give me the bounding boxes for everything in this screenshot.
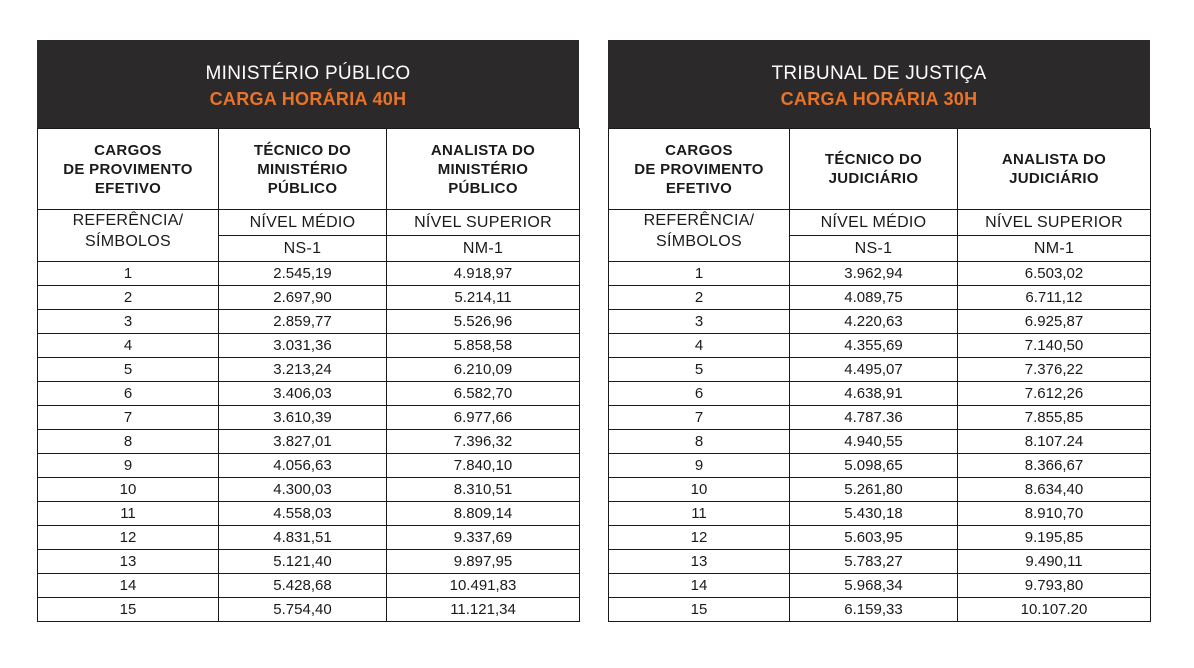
cell-analista-salary: 6.582,70 [387, 382, 580, 406]
text-line: CARGOS [665, 141, 733, 159]
level-medio: NÍVEL MÉDIO [219, 210, 387, 236]
cell-tecnico-salary: 5.603,95 [790, 526, 958, 550]
text-line: TÉCNICO DO [824, 151, 923, 168]
text-line: TÉCNICO DO [253, 141, 352, 159]
cell-analista-salary: 5.214,11 [387, 286, 580, 310]
cell-tecnico-salary: 3.213,24 [219, 358, 387, 382]
table-row [38, 310, 580, 334]
cell-tecnico-salary: 5.430,18 [790, 502, 958, 526]
text-line: EFETIVO [94, 179, 162, 197]
cell-tecnico-salary: 3.406,03 [219, 382, 387, 406]
cell-tecnico-salary: 5.754,40 [219, 598, 387, 622]
cell-tecnico-salary: 4.495,07 [790, 358, 958, 382]
text-line: MINISTÉRIO [257, 160, 348, 178]
cell-analista-salary: 8.310,51 [387, 478, 580, 502]
cell-reference: 11 [38, 502, 219, 526]
text-line: JUDICIÁRIO [828, 170, 919, 187]
cell-tecnico-salary: 4.300,03 [219, 478, 387, 502]
panel-header [608, 40, 1150, 128]
symbol-nm1: NM-1 [958, 236, 1151, 262]
table-row [38, 286, 580, 310]
panel-title: TRIBUNAL DE JUSTIÇA [771, 63, 987, 84]
cell-tecnico-salary: 5.968,34 [790, 574, 958, 598]
cell-reference: 12 [609, 526, 790, 550]
level-row [38, 210, 580, 236]
cell-reference: 13 [609, 550, 790, 574]
cell-analista-salary: 10.491,83 [387, 574, 580, 598]
panel-subtitle: CARGA HORÁRIA 30H [780, 89, 978, 109]
cell-tecnico-salary: 5.428,68 [219, 574, 387, 598]
cell-analista-salary: 8.910,70 [958, 502, 1151, 526]
panel-title: MINISTÉRIO PÚBLICO [205, 63, 411, 84]
table-row [609, 358, 1151, 382]
cell-reference: 6 [38, 382, 219, 406]
cell-analista-salary: 11.121,34 [387, 598, 580, 622]
cell-reference: 11 [609, 502, 790, 526]
cell-reference: 5 [38, 358, 219, 382]
cell-reference: 3 [609, 310, 790, 334]
table-row [609, 382, 1151, 406]
text-line: REFERÊNCIA/ [643, 212, 755, 229]
panel-subtitle: CARGA HORÁRIA 40H [209, 89, 407, 109]
cell-reference: 5 [609, 358, 790, 382]
table-row [609, 334, 1151, 358]
text-line: ANALISTA DO [430, 141, 536, 159]
level-superior: NÍVEL SUPERIOR [958, 210, 1151, 236]
table-row [38, 262, 580, 286]
cell-analista-salary: 8.107.24 [958, 430, 1151, 454]
cell-analista-salary: 6.503,02 [958, 262, 1151, 286]
table-row [609, 430, 1151, 454]
table-row [38, 358, 580, 382]
cell-analista-salary: 6.925,87 [958, 310, 1151, 334]
cell-tecnico-salary: 3.031,36 [219, 334, 387, 358]
cell-analista-salary: 7.396,32 [387, 430, 580, 454]
cell-reference: 6 [609, 382, 790, 406]
table-row [609, 262, 1151, 286]
cell-analista-salary: 6.711,12 [958, 286, 1151, 310]
cell-analista-salary: 7.612,26 [958, 382, 1151, 406]
text-line: SÍMBOLOS [85, 233, 171, 250]
cell-tecnico-salary: 5.098,65 [790, 454, 958, 478]
text-line: DE PROVIMENTO [634, 160, 764, 178]
cell-analista-salary: 10.107.20 [958, 598, 1151, 622]
cell-reference: 9 [609, 454, 790, 478]
cell-reference: 15 [609, 598, 790, 622]
cell-reference: 7 [38, 406, 219, 430]
reference-symbols-label [609, 210, 790, 262]
cell-tecnico-salary: 5.121,40 [219, 550, 387, 574]
table-row [38, 430, 580, 454]
header-analista [387, 129, 580, 210]
cell-reference: 2 [609, 286, 790, 310]
header-cargos [609, 129, 790, 210]
cell-tecnico-salary: 4.220,63 [790, 310, 958, 334]
cell-analista-salary: 9.195,85 [958, 526, 1151, 550]
header-row [609, 129, 1151, 210]
cell-analista-salary: 9.793,80 [958, 574, 1151, 598]
level-superior: NÍVEL SUPERIOR [387, 210, 580, 236]
cell-tecnico-salary: 4.940,55 [790, 430, 958, 454]
cell-tecnico-salary: 2.697,90 [219, 286, 387, 310]
table-row [38, 382, 580, 406]
header-tecnico [790, 129, 958, 210]
table-row [38, 478, 580, 502]
cell-analista-salary: 8.366,67 [958, 454, 1151, 478]
cell-analista-salary: 7.376,22 [958, 358, 1151, 382]
table-row [38, 598, 580, 622]
table-panel-ministerio-publico [37, 40, 579, 622]
table-row [609, 286, 1151, 310]
cell-tecnico-salary: 6.159,33 [790, 598, 958, 622]
cell-tecnico-salary: 4.831,51 [219, 526, 387, 550]
table-row [609, 550, 1151, 574]
text-line: MINISTÉRIO [437, 160, 529, 178]
cell-analista-salary: 5.858,58 [387, 334, 580, 358]
cell-tecnico-salary: 4.558,03 [219, 502, 387, 526]
symbol-nm1: NM-1 [387, 236, 580, 262]
cell-tecnico-salary: 2.859,77 [219, 310, 387, 334]
table-row [609, 454, 1151, 478]
cell-tecnico-salary: 5.783,27 [790, 550, 958, 574]
cell-analista-salary: 9.897,95 [387, 550, 580, 574]
cell-reference: 10 [609, 478, 790, 502]
table-row [38, 574, 580, 598]
cell-analista-salary: 4.918,97 [387, 262, 580, 286]
cell-tecnico-salary: 4.355,69 [790, 334, 958, 358]
salary-table [37, 128, 580, 622]
cell-tecnico-salary: 4.056,63 [219, 454, 387, 478]
table-panel-tribunal-justica [608, 40, 1150, 622]
cell-reference: 8 [609, 430, 790, 454]
cell-reference: 1 [38, 262, 219, 286]
header-analista [958, 129, 1151, 210]
text-line: EFETIVO [665, 179, 733, 197]
cell-reference: 7 [609, 406, 790, 430]
table-row [38, 526, 580, 550]
cell-reference: 14 [609, 574, 790, 598]
cell-analista-salary: 6.210,09 [387, 358, 580, 382]
level-row [609, 210, 1151, 236]
header-row [38, 129, 580, 210]
cell-tecnico-salary: 4.089,75 [790, 286, 958, 310]
cell-reference: 4 [609, 334, 790, 358]
cell-reference: 13 [38, 550, 219, 574]
cell-analista-salary: 9.337,69 [387, 526, 580, 550]
table-row [38, 502, 580, 526]
panel-header [37, 40, 579, 128]
table-row [609, 574, 1151, 598]
cell-reference: 8 [38, 430, 219, 454]
text-line: ANALISTA DO [1001, 151, 1107, 168]
cell-analista-salary: 5.526,96 [387, 310, 580, 334]
cell-analista-salary: 9.490,11 [958, 550, 1151, 574]
cell-reference: 9 [38, 454, 219, 478]
header-tecnico [219, 129, 387, 210]
cell-tecnico-salary: 3.610,39 [219, 406, 387, 430]
cell-tecnico-salary: 3.962,94 [790, 262, 958, 286]
cell-analista-salary: 8.809,14 [387, 502, 580, 526]
cell-tecnico-salary: 3.827,01 [219, 430, 387, 454]
cell-reference: 10 [38, 478, 219, 502]
cell-reference: 15 [38, 598, 219, 622]
table-row [38, 550, 580, 574]
table-row [609, 406, 1151, 430]
table-row [38, 454, 580, 478]
text-line: REFERÊNCIA/ [72, 212, 184, 229]
cell-tecnico-salary: 2.545,19 [219, 262, 387, 286]
text-line: DE PROVIMENTO [63, 160, 193, 178]
text-line: PÚBLICO [448, 179, 518, 197]
cell-analista-salary: 7.855,85 [958, 406, 1151, 430]
table-row [609, 526, 1151, 550]
cell-analista-salary: 7.140,50 [958, 334, 1151, 358]
cell-reference: 2 [38, 286, 219, 310]
cell-tecnico-salary: 4.787.36 [790, 406, 958, 430]
text-line: SÍMBOLOS [656, 233, 742, 250]
cell-analista-salary: 8.634,40 [958, 478, 1151, 502]
symbol-ns1: NS-1 [219, 236, 387, 262]
symbol-ns1: NS-1 [790, 236, 958, 262]
table-row [609, 502, 1151, 526]
text-line: PÚBLICO [267, 179, 338, 197]
cell-reference: 14 [38, 574, 219, 598]
cell-analista-salary: 6.977,66 [387, 406, 580, 430]
reference-symbols-label [38, 210, 219, 262]
table-row [38, 406, 580, 430]
cell-reference: 3 [38, 310, 219, 334]
header-cargos [38, 129, 219, 210]
table-row [38, 334, 580, 358]
salary-table [608, 128, 1151, 622]
cell-tecnico-salary: 5.261,80 [790, 478, 958, 502]
cell-analista-salary: 7.840,10 [387, 454, 580, 478]
cell-tecnico-salary: 4.638,91 [790, 382, 958, 406]
text-line: JUDICIÁRIO [1009, 170, 1099, 187]
cell-reference: 4 [38, 334, 219, 358]
table-row [609, 478, 1151, 502]
table-row [609, 598, 1151, 622]
table-row [609, 310, 1151, 334]
cell-reference: 1 [609, 262, 790, 286]
text-line: CARGOS [94, 141, 162, 159]
cell-reference: 12 [38, 526, 219, 550]
level-medio: NÍVEL MÉDIO [790, 210, 958, 236]
